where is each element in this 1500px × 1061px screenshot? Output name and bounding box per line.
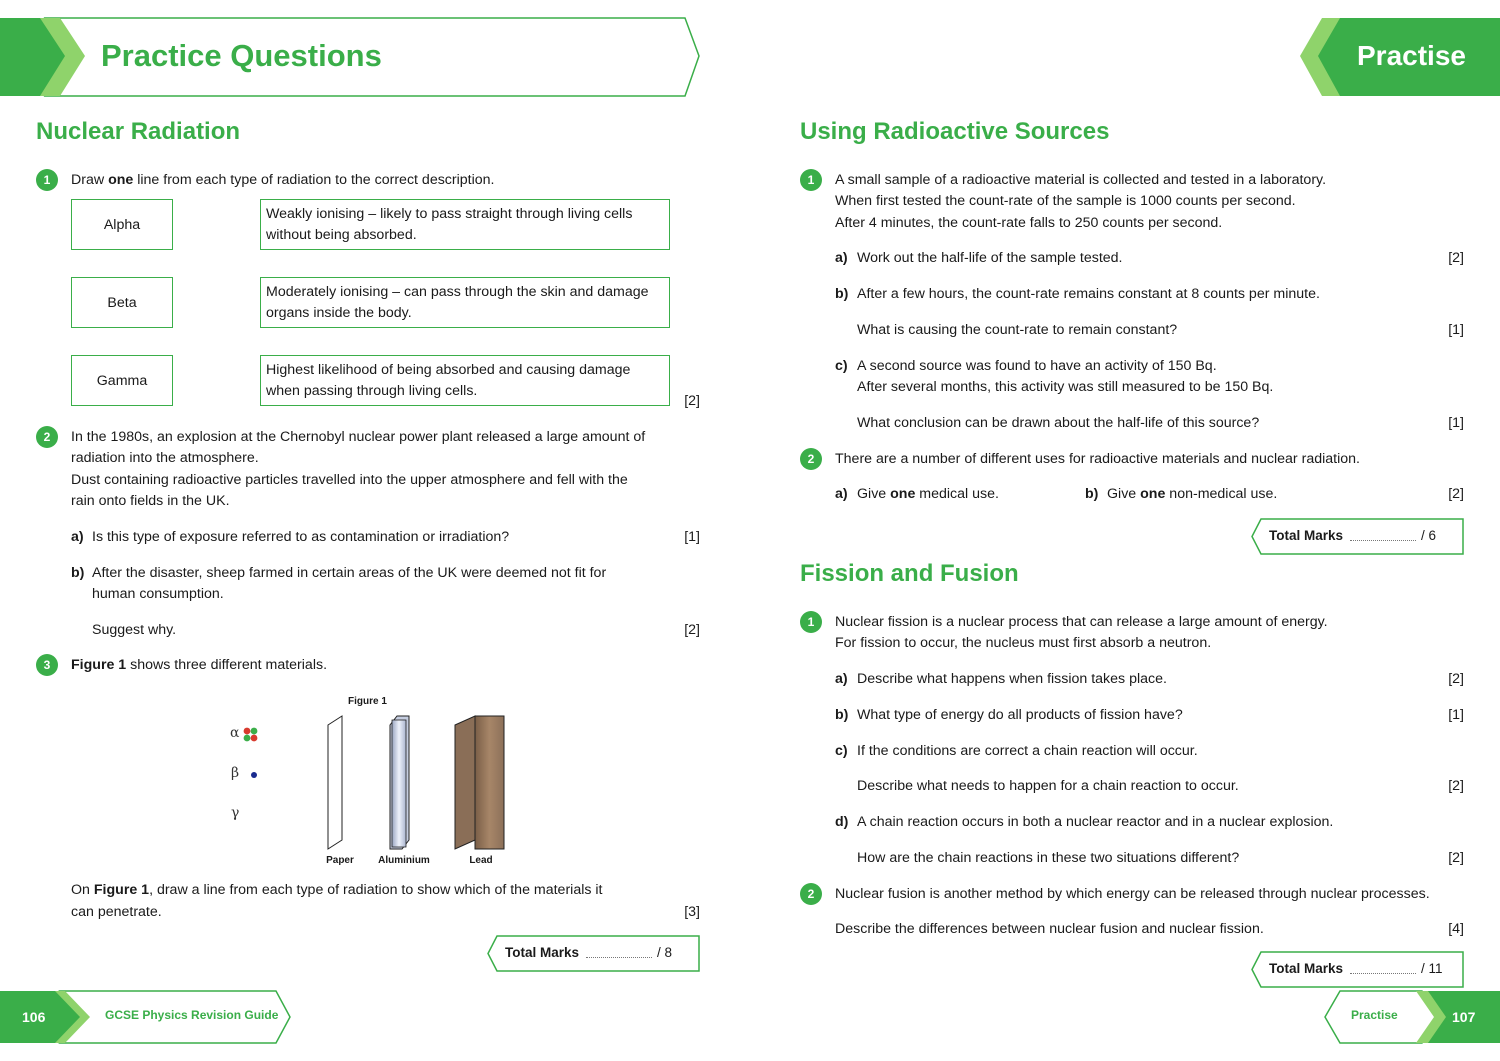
subpart-text: Suggest why. [92, 622, 177, 638]
page-title: Practice Questions [101, 38, 382, 73]
question-text-line: radiation into the atmosphere. [71, 450, 259, 466]
subpart-text: A second source was found to have an activity of 150 Bq. [857, 358, 1217, 374]
subpart-label: b) [71, 565, 85, 581]
subpart-label: b) [835, 707, 849, 723]
total-marks-label: Total Marks [1269, 528, 1344, 543]
marks: [2] [684, 622, 700, 638]
total-marks-label: Total Marks [1269, 961, 1344, 976]
question-text-line: When first tested the count-rate of the sample is 1000 counts per second. [835, 193, 1296, 209]
material-label-paper: Paper [326, 855, 354, 866]
subpart-text: If the conditions are correct a chain reaction will occur. [857, 743, 1198, 759]
subpart-question: What conclusion can be drawn about the half-life of this source? [857, 415, 1260, 431]
question-number: 3 [36, 654, 58, 676]
heading-using-radioactive-sources: Using Radioactive Sources [800, 118, 1110, 145]
marks: [1] [1448, 322, 1464, 338]
description-box-1[interactable]: Weakly ionising – likely to pass straight through living cells without being absorbed. [260, 199, 670, 250]
subpart-text: After several months, this activity was still measured to be 150 Bq. [857, 379, 1274, 395]
marks: [2] [1448, 486, 1464, 502]
question-text-line: In the 1980s, an explosion at the Chernobyl nuclear power plant released a large amount of [71, 429, 646, 445]
question-instruction: On Figure 1, draw a line from each type of radiation to show which of the materials it [71, 882, 603, 898]
question-text-line: Nuclear fission is a nuclear process that can release a large amount of energy. [835, 614, 1328, 630]
question-text-line: rain onto fields in the UK. [71, 493, 230, 509]
total-marks-label: Total Marks [505, 945, 580, 960]
subpart-question: How are the chain reactions in these two situations different? [857, 850, 1240, 866]
heading-fission-and-fusion: Fission and Fusion [800, 560, 1019, 587]
subpart-label: a) [835, 250, 848, 266]
subpart-question: Describe what needs to happen for a chain reaction to occur. [857, 778, 1239, 794]
marks: [1] [684, 529, 700, 545]
subpart-label: d) [835, 814, 849, 830]
marks: [1] [1448, 415, 1464, 431]
question-number: 2 [800, 448, 822, 470]
total-marks-input[interactable] [586, 957, 652, 958]
description-box-2[interactable]: Moderately ionising – can pass through the skin and damage organs inside the body. [260, 277, 670, 328]
total-marks-out-of: / 11 [1421, 961, 1443, 976]
subpart-text: human consumption. [92, 586, 224, 602]
subpart-text: After a few hours, the count-rate remains constant at 8 counts per minute. [857, 286, 1320, 302]
subpart-question: What is causing the count-rate to remain constant? [857, 322, 1178, 338]
total-marks-input[interactable] [1350, 540, 1416, 541]
question-text: Figure 1 shows three different materials. [71, 657, 328, 673]
figure-title: Figure 1 [348, 696, 387, 707]
radiation-type-box-alpha[interactable]: Alpha [71, 199, 173, 250]
material-label-aluminium: Aluminium [378, 855, 430, 866]
radiation-type-box-gamma[interactable]: Gamma [71, 355, 173, 406]
question-instruction-line2: can penetrate. [71, 904, 162, 920]
subpart-label: c) [835, 358, 848, 374]
figure-1-materials [240, 710, 520, 855]
heading-nuclear-radiation: Nuclear Radiation [36, 118, 241, 145]
book-title: GCSE Physics Revision Guide [105, 1008, 279, 1022]
question-text-line: After 4 minutes, the count-rate falls to 250 counts per second. [835, 215, 1223, 231]
right-page-number: 107 [1452, 1009, 1476, 1025]
question-number: 2 [800, 883, 822, 905]
marks: [4] [1448, 921, 1464, 937]
marks: [2] [1448, 850, 1464, 866]
question-number: 1 [800, 611, 822, 633]
subpart-label: b) [835, 286, 849, 302]
question-text: There are a number of different uses for radioactive materials and nuclear radiation. [835, 451, 1360, 467]
subpart-label: a) [835, 486, 848, 502]
beta-symbol: β [231, 765, 240, 781]
question-text-line: Dust containing radioactive particles travelled into the upper atmosphere and fell with the [71, 472, 628, 488]
material-label-lead: Lead [469, 855, 493, 866]
question-text-line: For fission to occur, the nucleus must first absorb a neutron. [835, 635, 1212, 651]
section-name: Practise [1351, 1008, 1398, 1022]
subpart-text: Is this type of exposure referred to as contamination or irradiation? [92, 529, 510, 545]
subpart-text: A chain reaction occurs in both a nuclear reactor and in a nuclear explosion. [857, 814, 1334, 830]
question-text-line: A small sample of a radioactive material is collected and tested in a laboratory. [835, 172, 1327, 188]
subpart-text: Give one non-medical use. [1107, 486, 1278, 502]
subpart-label: a) [835, 671, 848, 687]
section-tab-title: Practise [1357, 40, 1466, 71]
marks: [2] [1448, 671, 1464, 687]
question-text: Nuclear fusion is another method by which energy can be released through nuclear processes. [835, 886, 1430, 902]
question-number: 2 [36, 426, 58, 448]
marks: [1] [1448, 707, 1464, 723]
subpart-text: Work out the half-life of the sample tested. [857, 250, 1123, 266]
marks: [2] [684, 393, 700, 409]
subpart-label: a) [71, 529, 84, 545]
subpart-text: After the disaster, sheep farmed in certain areas of the UK were deemed not fit for [92, 565, 607, 581]
subpart-text: What type of energy do all products of fission have? [857, 707, 1183, 723]
question-number: 1 [800, 169, 822, 191]
question-instruction: Describe the differences between nuclear fusion and nuclear fission. [835, 921, 1264, 937]
subpart-text: Give one medical use. [857, 486, 999, 502]
left-page-number: 106 [22, 1009, 46, 1025]
question-text: Draw one line from each type of radiation to the correct description. [71, 172, 495, 188]
total-marks-input[interactable] [1350, 973, 1416, 974]
subpart-text: Describe what happens when fission takes place. [857, 671, 1167, 687]
alpha-symbol: α [230, 725, 240, 741]
radiation-type-box-beta[interactable]: Beta [71, 277, 173, 328]
marks: [2] [1448, 250, 1464, 266]
subpart-label: b) [1085, 486, 1099, 502]
subpart-label: c) [835, 743, 848, 759]
question-number: 1 [36, 169, 58, 191]
total-marks-out-of: / 6 [1421, 528, 1437, 543]
marks: [3] [684, 904, 700, 920]
total-marks-out-of: / 8 [657, 945, 673, 960]
description-box-3[interactable]: Highest likelihood of being absorbed and causing damage when passing through living cells. [260, 355, 670, 406]
gamma-symbol: γ [231, 805, 240, 821]
marks: [2] [1448, 778, 1464, 794]
